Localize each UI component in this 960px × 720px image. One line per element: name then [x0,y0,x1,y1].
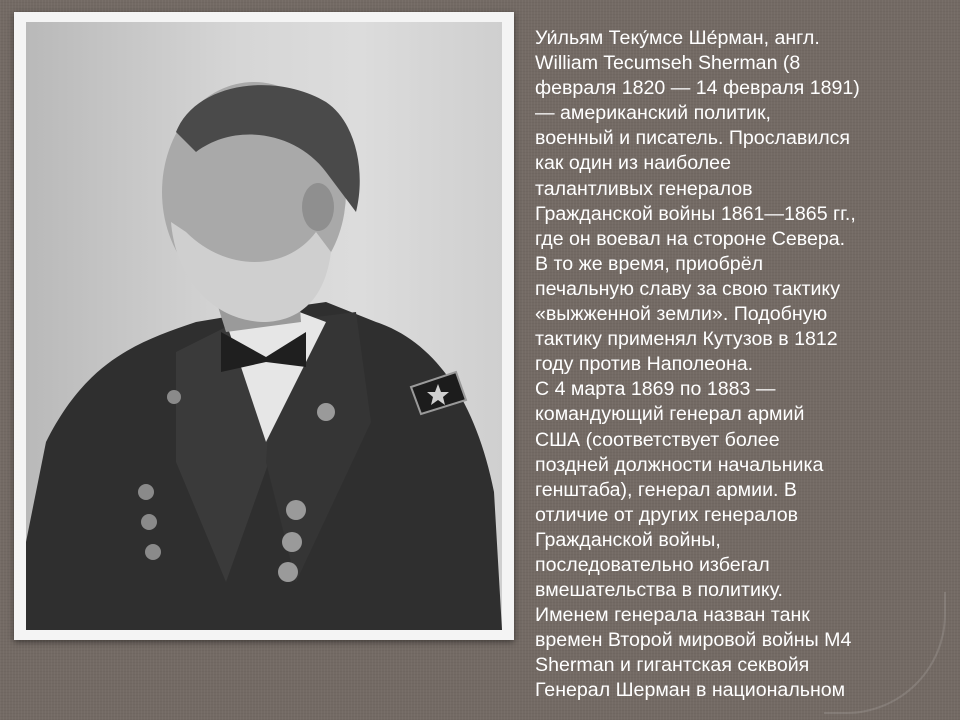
portrait-photo [26,22,502,630]
portrait-photo-frame [14,12,514,640]
biography-text: Уи́льям Теку́мсе Ше́рман, англ. William Tecumseh Sherman (8 февраля 1820 — 14 февраля 1891) — американский политик, военный и писатель. Прославился как один из наиболее талантливых генералов Гражданской войны 1861—1865 гг., где он воевал на стороне Севера. В то же время, приобрёл печальную славу за свою тактику «выжженной земли». Подобную тактику применял Кутузов в 1812 году против Наполеона. С 4 марта 1869 по 1883 — командующий генерал армий США (соответствует более поздней должности начальника генштаба), генерал армии. В отличие от других генералов Гражданской войны, последовательно избегал вмешательства в политику. Именем генерала назван танк времен Второй мировой войны M4 Sherman и гигантская секвойя Генерал Шерман в национальном [535,27,860,702]
portrait-illustration [26,22,502,630]
